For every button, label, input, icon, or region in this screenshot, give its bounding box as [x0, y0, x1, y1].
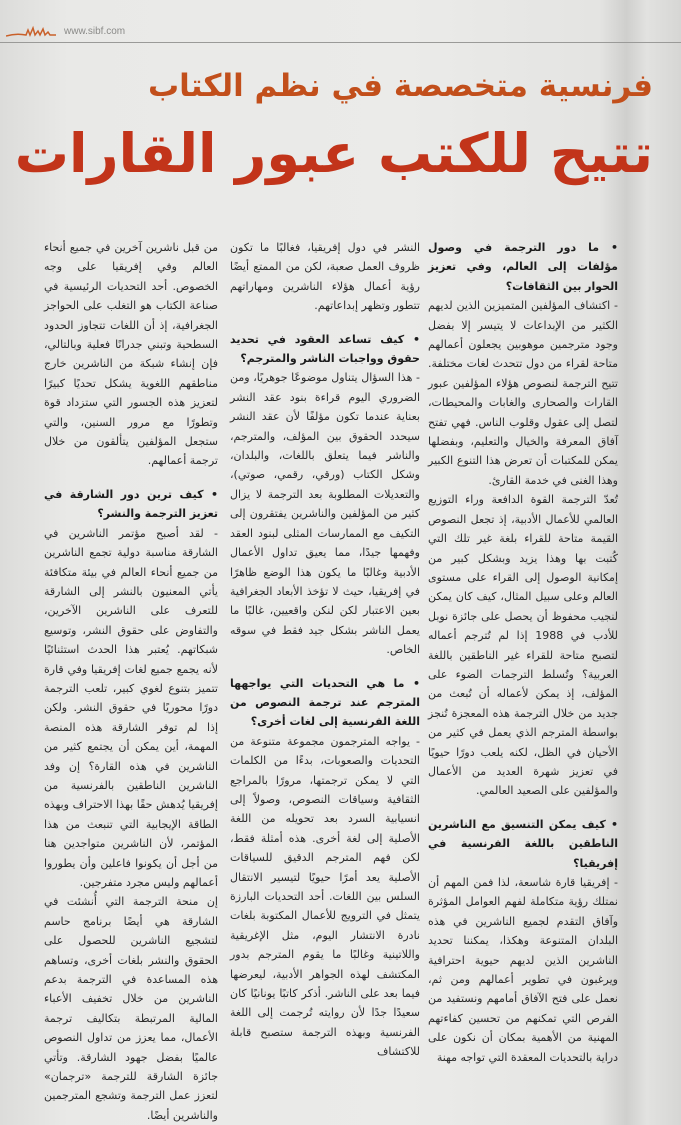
site-url: www.sibf.com [64, 26, 126, 37]
answer-paragraph: - إفريقيا قارة شاسعة، لذا فمن المهم أن نمتلك رؤية متكاملة لفهم العوامل المؤثرة وآفاق التقدم لجميع الناشرين في هذه البلدان المتنوعة وهكذا، يمكننا تحديد الناشرين الذين لديهم حيوية احترافية ويرغبون في تطوير أعمالهم ومن ثم، نعمل على فتح الآفاق أمامهم ونستفيد من الفرص التي تمكنهم من تحسين كفاءتهم المهنية من الأهمية بمكان أن نكون على دراية بالتحديات المعقدة التي تواجه مهنة [428, 876, 618, 1064]
body-paragraph: النشر في دول إفريقيا، فغالبًا ما تكون ظروف العمل صعبة، لكن من الممتع أيضًا رؤية أعمال هؤلاء الناشرين ومهاراتهم تتطور وتظهر إبداعاتهم. [230, 241, 420, 313]
answer-paragraph: - لقد أصبح مؤتمر الناشرين في الشارقة مناسبة دولية تجمع الناشرين من جميع أنحاء العالم في بيئة متكافئة يأتي المعنيون بالنشر إلى الشارقة للتعرف على الناشرين الآخرين، والتفاوض على حقوق النشر، وتوسيع شبكاتهم. يُعتبر هذا الحدث استثنائيًا لأنه يجمع جميع لغات إفريقيا وفي قارة تتميز بتنوع لغوي كبير، تلعب الترجمة دورًا محوريًا في حقوق النشر. ولكن إذا لم توفر الشارقة هذه المنصة المهمة، أين يمكن أن يجتمع كثير من الناشرين في هذه القارة؟ إن وفد الناشرين الناطقين بالفرنسية من إفريقيا يُدهش حقًا بهذا الاحتراف وبهذه الطاقة الإيجابية التي تنبعث من هذا المؤتمر، لأن الناشرين متواجدين هنا من أجل أن يكونوا فاعلين وأن يطوروا أعمالهم وليس مجرد متفرجين. [44, 526, 218, 889]
question-heading: • ما هي التحديات التي يواجهها المترجم عند ترجمة النصوص من اللغة الفرنسية إلى لغات أخرى؟ [230, 676, 420, 729]
body-paragraph: من قبل ناشرين آخرين في جميع أنحاء العالم وفي إفريقيا على وجه الخصوص. أحد التحديات الرئيسية في صناعة الكتاب هو التغلب على الحواجز الجغرافية، إذ أن اللغات تتجاوز الحدود السطحية وتبني جدرانًا فعلية وبالتالي، فإن إنشاء شبكة من الناشرين خارج مناطقهم اللغوية يشكل تحديًا كبيرًا لتعزيز هذه الجسور التي ستزداد قوة وتطورًا مع مرور السنين، والتي ستجعل المؤلفين يتألقون من خلال ترجمة أعمالهم. [44, 241, 218, 468]
body-paragraph: تُعدّ الترجمة القوة الدافعة وراء التوزيع العالمي للأعمال الأدبية، إذ تجعل النصوص القيمة متاحة للقراء بلغة غير تلك التي كُتبت بها وهذا يزيد وبشكل كبير من إمكانية الوصول إلى القراء على مستوى العالم وعلى سبيل المثال، كيف كان يمكن لنجيب محفوظ أن يحصل على جائزة نوبل للأدب في 1988 إذا لم تُترجم أعماله لتصبح متاحة للقراء غير الناطقين باللغة العربية؟ وتُسلط الترجمات الضوء على المؤلف، إذ يمكن لأعماله أن تُبعث من جديد من خلال الترجمة هذه المعجزة تُنجز بواسطة المترجم الذي يعمل في كثير من الأحيان في الظل، لكنه يلعب دورًا حيويًا في تعزيز شهرة العديد من الأعمال والمؤلفين على الصعيد العالمي. [428, 493, 619, 798]
column-left [44, 238, 218, 1125]
question-heading: • كيف ترين دور الشارقة في تعزيز الترجمة والنشر؟ [44, 487, 218, 521]
article-title: تتيح للكتب عبور القارات [14, 122, 653, 185]
page-header [0, 0, 681, 43]
answer-paragraph: - هذا السؤال يتناول موضوعًا جوهريًا، ومن الضروري اليوم قراءة بنود عقد النشر بعناية عندما تكون مؤلفًا لأن عقد النشر سيحدد الحقوق بين المؤلف، والمترجم، والناشر فيما يتعلق باللغات، والبلدان، وشكل الكتاب (ورقي، رقمي، صوتي)، والتعديلات المطلوبة بعد الترجمة لا يزال كثير من المؤلفين والناشرين يفتقرون إلى التكيف مع الممارسات المثلى لبنود العقد وفهمها جيدًا، مما يعيق تداول الأعمال الأدبية وغالبًا ما يكون هذا الوضع ظاهرًا في إفريقيا، حيث لا تؤخذ الأبعاد الجغرافية بعين الاعتبار لكن لنكن واقعيين، غالبًا ما يعمل الناشر بشكل جيد فقط في سوقه الخاص. [230, 371, 420, 657]
answer-paragraph: - يواجه المترجمون مجموعة متنوعة من التحديات والصعوبات، بدءًا من الكلمات التي لا يمكن ترجمتها، مرورًا بالمراجع الثقافية وسياقات النصوص، وصولاً إلى انسيابية السرد بعد تحويله من اللغة الأصلية إلى لغة أخرى. هذه أمثلة فقط، لكن فهم المترجم الدقيق للسياقات الأصلية يعد أمرًا حيويًا لتيسير الانتقال السلس بين اللغات. أحد التحديات البارزة يتمثل في الترويج للأعمال المكتوبة بلغات نادرة الانتشار اليوم، مثل الإغريقية واللاتينية وغالبًا ما يقوم المترجم بدور المكتشف لهذه الجواهر الأدبية، ليعرضها فيما بعد على الناشر. أذكر كاتبًا يونانيًا كان سعيدًا جدًا لأن روايته تُرجمت إلى اللغة الفرنسية وبهذه الترجمة ستصبح قابلة للاكتشاف [230, 734, 420, 1059]
column-right [428, 238, 618, 1067]
article-subtitle: فرنسية متخصصة في نظم الكتاب [147, 68, 653, 104]
sibf-logo-icon [6, 24, 56, 38]
question-heading: • كيف يمكن التنسيق مع الناشرين الناطقين باللغة الفرنسية في إفريقيا؟ [428, 817, 618, 870]
column-middle [230, 238, 420, 1062]
answer-paragraph: - اكتشاف المؤلفين المتميزين الذين لديهم الكثير من الإبداعات لا يتيسر إلا بفضل وجود مترجمين موهوبين يجعلون أعمالهم متاحة لقراء من دول تتحدث لغات مختلفة. تتيح الترجمة لنصوص هؤلاء المؤلفين عبور القارات والصحارى والغابات والمحيطات، لتصل إلى عقول وقلوب الناس. فهي تفتح آفاق المعرفة والخيال والتعليم، وبفضلها يمكن للمكتبات أن تعرض هذا التنوع الكبير وهذا الغنى في خدمة القارئ. [428, 299, 618, 487]
question-heading: • كيف تساعد العقود في تحديد حقوق وواجبات الناشر والمترجم؟ [230, 332, 420, 366]
body-paragraph: إن منحة الترجمة التي أُنشئت في الشارقة هي أيضًا برنامج حاسم لتشجيع الناشرين للحصول على الحقوق والنشر بلغات أخرى، وتساهم هذه المساعدة في الترجمة بدعم الناشرين من خلال تخفيف الأعباء المالية المرتبطة بتكاليف ترجمة الأعمال، مما يعزز من تداول النصوص عالميًا بفضل جهود الشارقة. وتأتي جائزة الشارقة للترجمة «ترجمان» لتعزز عمل الترجمة وتشجع المترجمين والناشرين أيضًا. [44, 895, 218, 1122]
question-heading: • ما دور الترجمة في وصول مؤلفات إلى العالم، وفي تعزيز الحوار بين الثقافات؟ [428, 241, 618, 293]
